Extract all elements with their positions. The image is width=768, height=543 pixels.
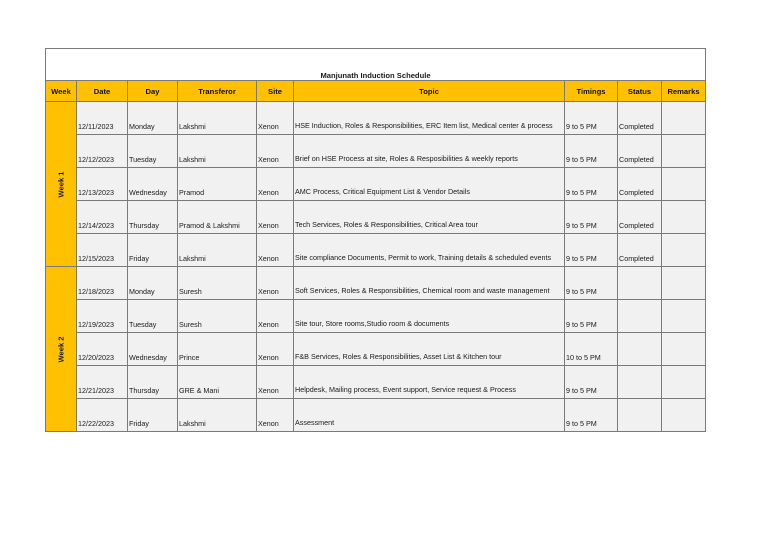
header-day[interactable]: Day — [128, 81, 178, 102]
status-cell[interactable] — [618, 267, 662, 300]
timings-cell[interactable]: 9 to 5 PM — [565, 135, 618, 168]
site-cell[interactable]: Xenon — [257, 201, 294, 234]
table-row — [46, 333, 706, 366]
day-cell[interactable]: Friday — [128, 234, 178, 267]
table-row — [46, 399, 706, 432]
date-cell[interactable]: 12/21/2023 — [77, 366, 128, 399]
site-cell[interactable]: Xenon — [257, 234, 294, 267]
topic-cell[interactable]: AMC Process, Critical Equipment List & Vendor Details — [294, 168, 565, 201]
site-cell[interactable]: Xenon — [257, 135, 294, 168]
topic-cell[interactable]: F&B Services, Roles & Responsibilities, Asset List & Kitchen tour — [294, 333, 565, 366]
transferor-cell[interactable]: Lakshmi — [178, 234, 257, 267]
timings-cell[interactable]: 9 to 5 PM — [565, 201, 618, 234]
remarks-cell[interactable] — [662, 366, 706, 399]
remarks-cell[interactable] — [662, 399, 706, 432]
date-cell[interactable]: 12/18/2023 — [77, 267, 128, 300]
day-cell[interactable]: Wednesday — [128, 168, 178, 201]
header-topic[interactable]: Topic — [294, 81, 565, 102]
induction-schedule-table — [45, 48, 706, 432]
date-cell[interactable]: 12/12/2023 — [77, 135, 128, 168]
status-cell[interactable] — [618, 399, 662, 432]
status-cell[interactable] — [618, 300, 662, 333]
topic-cell[interactable]: Site tour, Store rooms,Studio room & documents — [294, 300, 565, 333]
remarks-cell[interactable] — [662, 234, 706, 267]
remarks-cell[interactable] — [662, 135, 706, 168]
week-group-cell[interactable] — [46, 267, 77, 432]
status-cell[interactable]: Completed — [618, 102, 662, 135]
transferor-cell[interactable]: Prince — [178, 333, 257, 366]
status-cell[interactable]: Completed — [618, 201, 662, 234]
remarks-cell[interactable] — [662, 300, 706, 333]
site-cell[interactable]: Xenon — [257, 333, 294, 366]
timings-cell[interactable]: 9 to 5 PM — [565, 366, 618, 399]
transferor-cell[interactable]: Suresh — [178, 267, 257, 300]
status-cell[interactable]: Completed — [618, 234, 662, 267]
timings-cell[interactable]: 9 to 5 PM — [565, 102, 618, 135]
table-row — [46, 366, 706, 399]
table-row — [46, 267, 706, 300]
site-cell[interactable]: Xenon — [257, 102, 294, 135]
status-cell[interactable] — [618, 366, 662, 399]
week-group-cell[interactable] — [46, 102, 77, 267]
schedule-title[interactable]: Manjunath Induction Schedule — [46, 49, 706, 81]
header-week[interactable]: Week — [46, 81, 77, 102]
header-date[interactable]: Date — [77, 81, 128, 102]
status-cell[interactable] — [618, 333, 662, 366]
topic-cell[interactable]: Tech Services, Roles & Responsibilities, Critical Area tour — [294, 201, 565, 234]
header-site[interactable]: Site — [257, 81, 294, 102]
transferor-cell[interactable]: Pramod & Lakshmi — [178, 201, 257, 234]
transferor-cell[interactable]: Suresh — [178, 300, 257, 333]
topic-cell[interactable]: Soft Services, Roles & Responsibilities, Chemical room and waste management — [294, 267, 565, 300]
week-label: Week 2 — [56, 335, 66, 363]
day-cell[interactable]: Monday — [128, 102, 178, 135]
date-cell[interactable]: 12/20/2023 — [77, 333, 128, 366]
timings-cell[interactable]: 10 to 5 PM — [565, 333, 618, 366]
date-cell[interactable]: 12/22/2023 — [77, 399, 128, 432]
table-row — [46, 201, 706, 234]
table-row — [46, 168, 706, 201]
remarks-cell[interactable] — [662, 168, 706, 201]
timings-cell[interactable]: 9 to 5 PM — [565, 399, 618, 432]
site-cell[interactable]: Xenon — [257, 366, 294, 399]
transferor-cell[interactable]: Lakshmi — [178, 399, 257, 432]
timings-cell[interactable]: 9 to 5 PM — [565, 300, 618, 333]
table-row — [46, 135, 706, 168]
header-remarks[interactable]: Remarks — [662, 81, 706, 102]
site-cell[interactable]: Xenon — [257, 399, 294, 432]
week-label: Week 1 — [56, 170, 66, 198]
day-cell[interactable]: Thursday — [128, 201, 178, 234]
status-cell[interactable]: Completed — [618, 135, 662, 168]
topic-cell[interactable]: Site compliance Documents, Permit to work, Training details & scheduled events — [294, 234, 565, 267]
day-cell[interactable]: Tuesday — [128, 300, 178, 333]
timings-cell[interactable]: 9 to 5 PM — [565, 168, 618, 201]
remarks-cell[interactable] — [662, 333, 706, 366]
table-row — [46, 234, 706, 267]
header-transferor[interactable]: Transferor — [178, 81, 257, 102]
topic-cell[interactable]: HSE Induction, Roles & Responsibilities, ERC Item list, Medical center & process — [294, 102, 565, 135]
timings-cell[interactable]: 9 to 5 PM — [565, 267, 618, 300]
timings-cell[interactable]: 9 to 5 PM — [565, 234, 618, 267]
status-cell[interactable]: Completed — [618, 168, 662, 201]
table-row — [46, 102, 706, 135]
transferor-cell[interactable]: Lakshmi — [178, 135, 257, 168]
header-timings[interactable]: Timings — [565, 81, 618, 102]
day-cell[interactable]: Tuesday — [128, 135, 178, 168]
transferor-cell[interactable]: Lakshmi — [178, 102, 257, 135]
day-cell[interactable]: Monday — [128, 267, 178, 300]
site-cell[interactable]: Xenon — [257, 168, 294, 201]
remarks-cell[interactable] — [662, 201, 706, 234]
transferor-cell[interactable]: Pramod — [178, 168, 257, 201]
day-cell[interactable]: Friday — [128, 399, 178, 432]
header-row — [46, 81, 706, 102]
date-cell[interactable]: 12/15/2023 — [77, 234, 128, 267]
topic-cell[interactable]: Brief on HSE Process at site, Roles & Resposibilities & weekly reports — [294, 135, 565, 168]
date-cell[interactable]: 12/11/2023 — [77, 102, 128, 135]
date-cell[interactable]: 12/13/2023 — [77, 168, 128, 201]
day-cell[interactable]: Thursday — [128, 366, 178, 399]
day-cell[interactable]: Wednesday — [128, 333, 178, 366]
header-status[interactable]: Status — [618, 81, 662, 102]
date-cell[interactable]: 12/19/2023 — [77, 300, 128, 333]
remarks-cell[interactable] — [662, 102, 706, 135]
site-cell[interactable]: Xenon — [257, 300, 294, 333]
site-cell[interactable]: Xenon — [257, 267, 294, 300]
table-row — [46, 300, 706, 333]
remarks-cell[interactable] — [662, 267, 706, 300]
transferor-cell[interactable]: GRE & Mani — [178, 366, 257, 399]
topic-cell[interactable]: Helpdesk, Mailing process, Event support, Service request & Process — [294, 366, 565, 399]
date-cell[interactable]: 12/14/2023 — [77, 201, 128, 234]
topic-cell[interactable]: Assessment — [294, 399, 565, 432]
